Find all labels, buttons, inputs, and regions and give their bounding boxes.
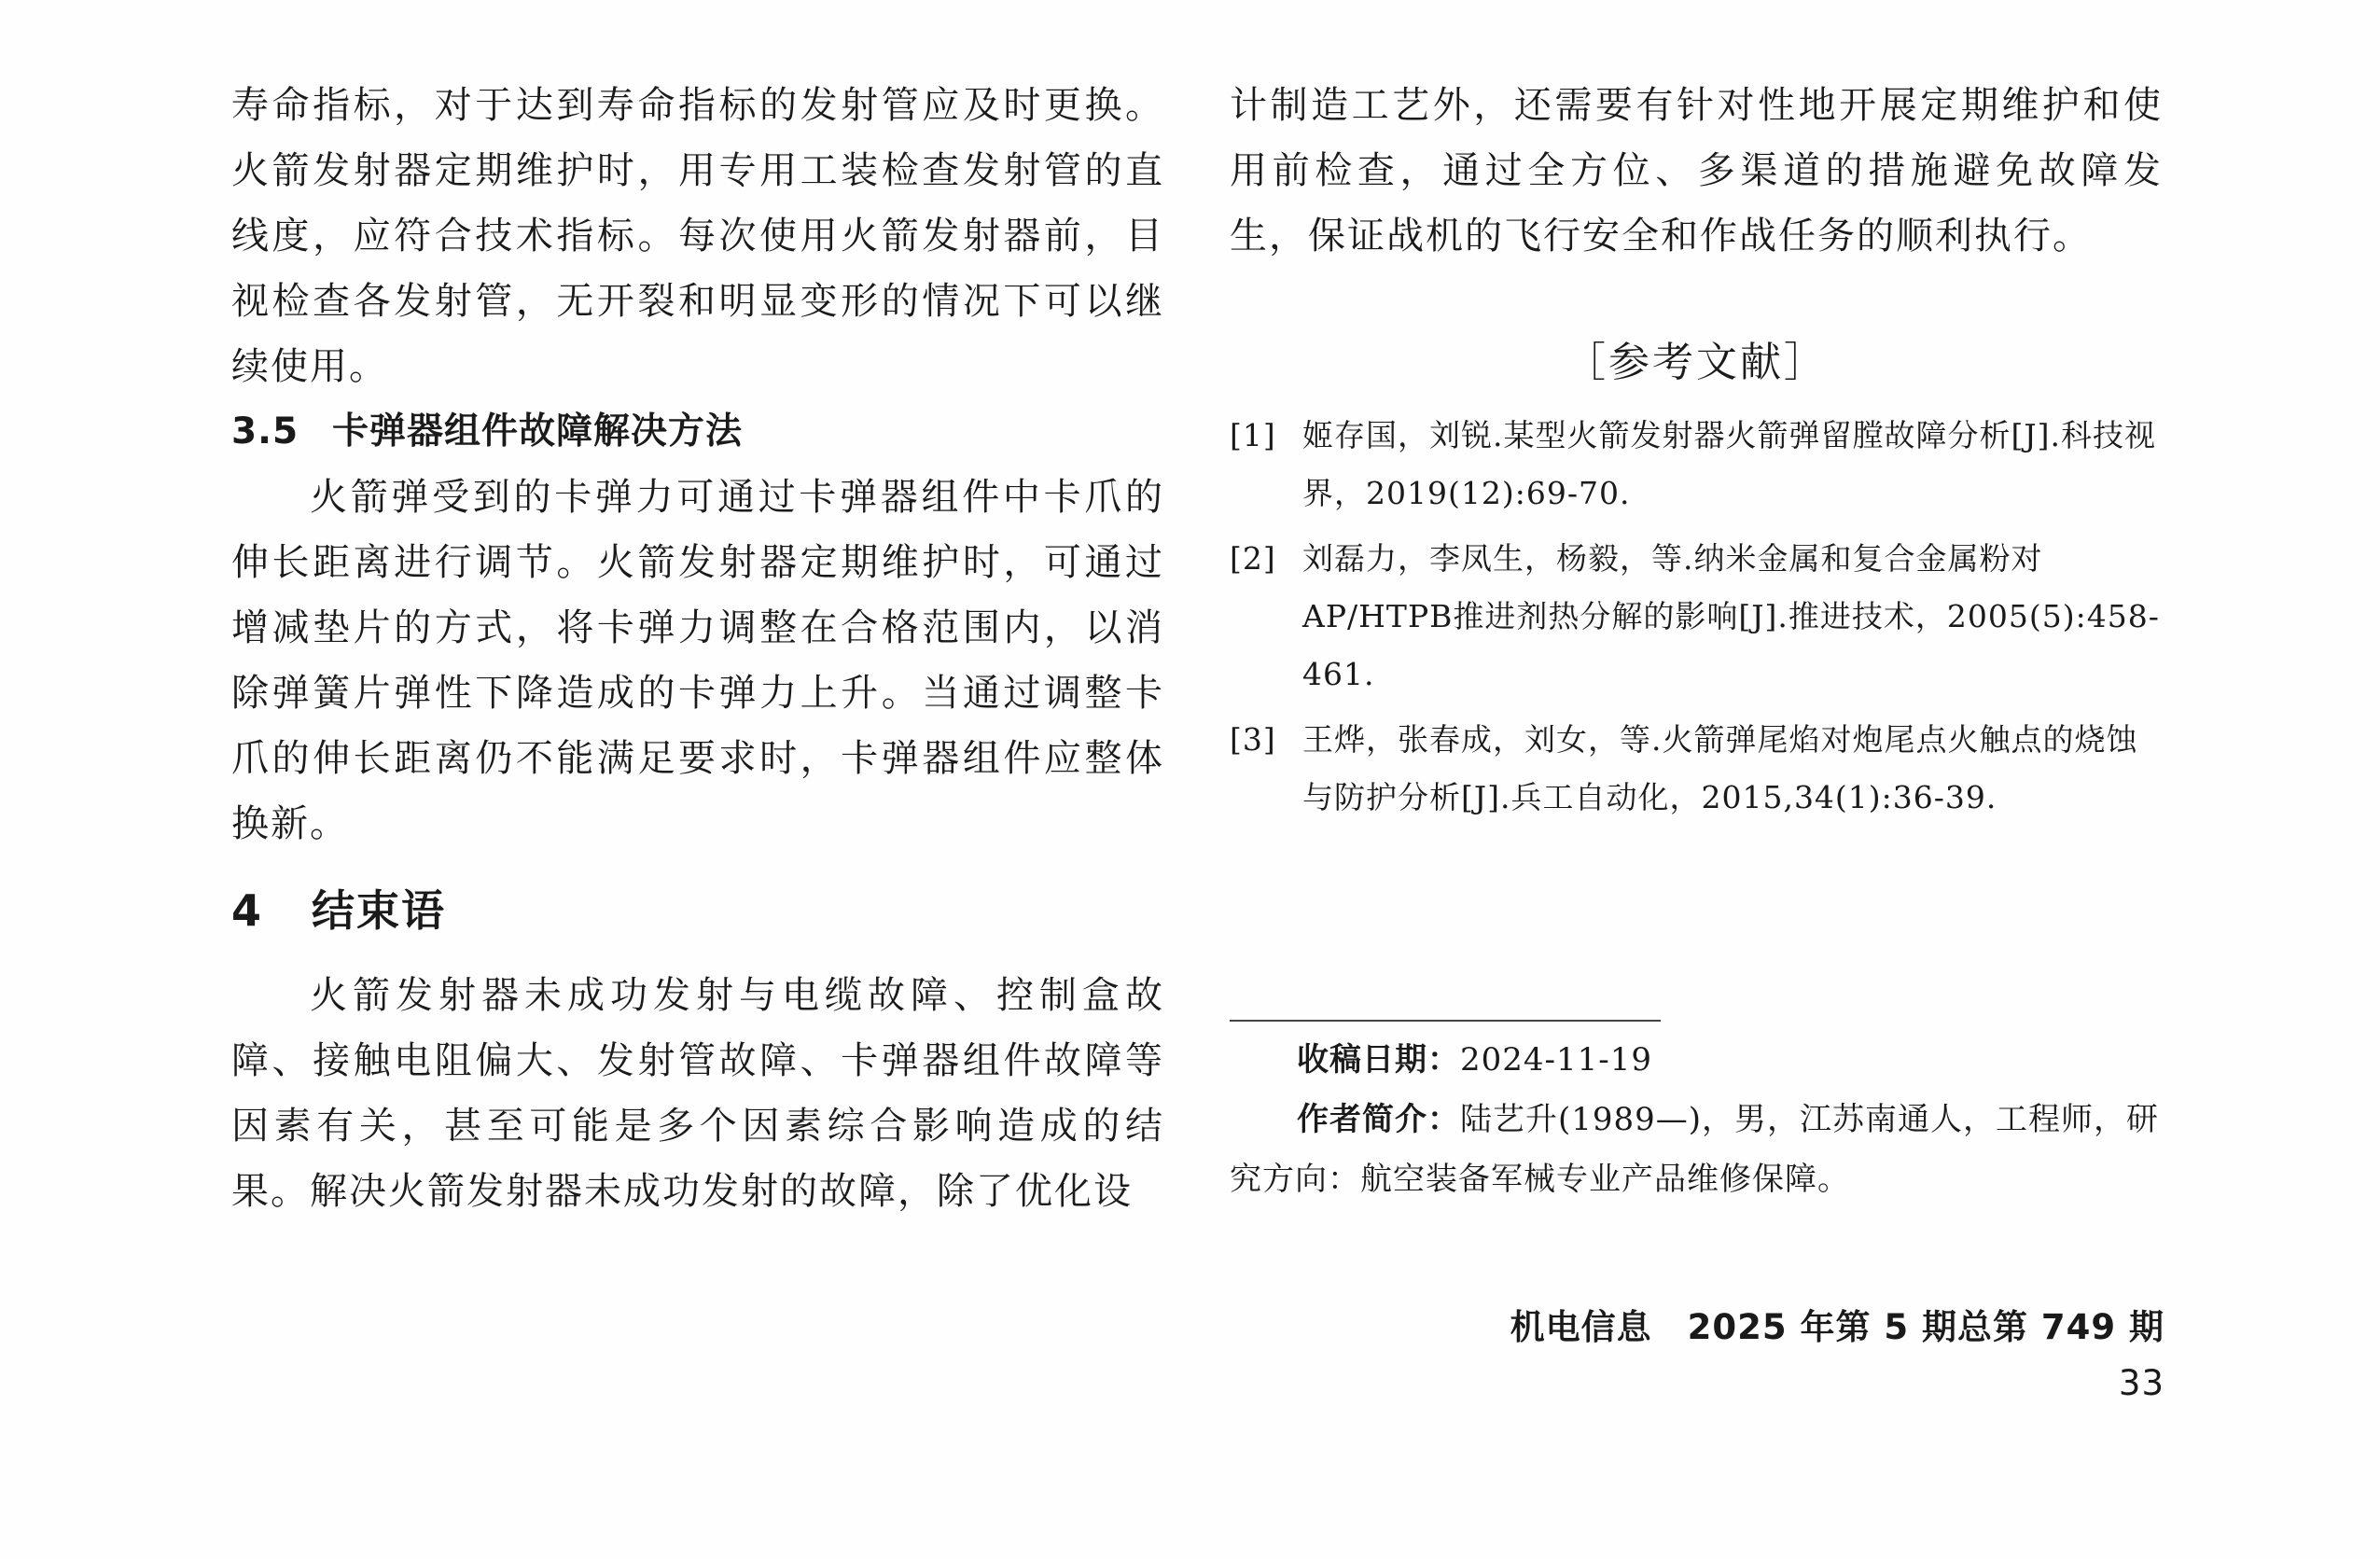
received-date-value: 2024-11-19 <box>1460 1041 1653 1079</box>
right-column <box>1230 73 2163 834</box>
section-heading-3-5 <box>231 399 1164 465</box>
reference-list <box>1230 407 2163 827</box>
author-info-label: 作者简介： <box>1297 1101 1460 1138</box>
reference-text: 姬存国，刘锐.某型火箭发射器火箭弹留膛故障分析[J].科技视界，2019(12):69-70. <box>1302 417 2156 511</box>
references-title: ［参考文献］ <box>1565 339 1828 386</box>
reference-index: [1] <box>1230 417 1276 453</box>
left-column <box>231 73 1164 1224</box>
reference-text: 王烨，张春成，刘女，等.火箭弹尾焰对炮尾点火触点的烧蚀与防护分析[J].兵工自动化，2015,34(1):36-39. <box>1302 721 2138 815</box>
section-heading-4 <box>231 873 1164 948</box>
article-notes <box>1230 1030 2163 1209</box>
body-paragraph: 火箭弹受到的卡弹力可通过卡弹器组件中卡爪的伸长距离进行调节。火箭发射器定期维护时，可通过增减垫片的方式，将卡弹力调整在合格范围内，以消除弹簧片弹性下降造成的卡弹力上升。当通过调整卡爪的伸长距离仍不能满足要求时，卡弹器组件应整体换新。 <box>231 476 1164 845</box>
body-paragraph: 火箭发射器未成功发射与电缆故障、控制盒故障、接触电阻偏大、发射管故障、卡弹器组件故障等因素有关，甚至可能是多个因素综合影响造成的结果。解决火箭发射器未成功发射的故障，除了优化设 <box>231 974 1164 1213</box>
body-paragraph: 计制造工艺外，还需要有针对性地开展定期维护和使用前检查，通过全方位、多渠道的措施避免故障发生，保证战机的飞行安全和作战任务的顺利执行。 <box>1230 84 2163 258</box>
page-footer <box>1474 1300 2164 1412</box>
received-date <box>1230 1030 2163 1090</box>
received-date-label: 收稿日期： <box>1297 1041 1460 1079</box>
section-number: 4 <box>231 885 264 936</box>
reference-index: [2] <box>1230 540 1276 577</box>
reference-item <box>1230 711 2163 827</box>
reference-item <box>1230 407 2163 522</box>
footnote-divider <box>1230 1020 1661 1022</box>
page-number: 33 <box>2118 1363 2164 1403</box>
section-title: 结束语 <box>312 885 446 936</box>
reference-index: [3] <box>1230 721 1276 758</box>
section-title: 卡弹器组件故障解决方法 <box>332 411 744 452</box>
section-number: 3.5 <box>231 411 299 452</box>
reference-text: 刘磊力，李凤生，杨毅，等.纳米金属和复合金属粉对AP/HTPB推进剂热分解的影响[J].推进技术，2005(5):458-461. <box>1302 540 2160 692</box>
author-info-value: 陆艺升(1989—)，男，江苏南通人，工程师，研究方向：航空装备军械专业产品维修保障。 <box>1230 1101 2160 1198</box>
body-paragraph: 寿命指标，对于达到寿命指标的发射管应及时更换。火箭发射器定期维护时，用专用工装检查发射管的直线度，应符合技术指标。每次使用火箭发射器前，目视检查各发射管，无开裂和明显变形的情况下可以继续使用。 <box>231 84 1164 388</box>
journal-issue: 机电信息 2025 年第 5 期总第 749 期 <box>1510 1307 2164 1347</box>
author-info <box>1230 1090 2163 1209</box>
reference-item <box>1230 530 2163 703</box>
